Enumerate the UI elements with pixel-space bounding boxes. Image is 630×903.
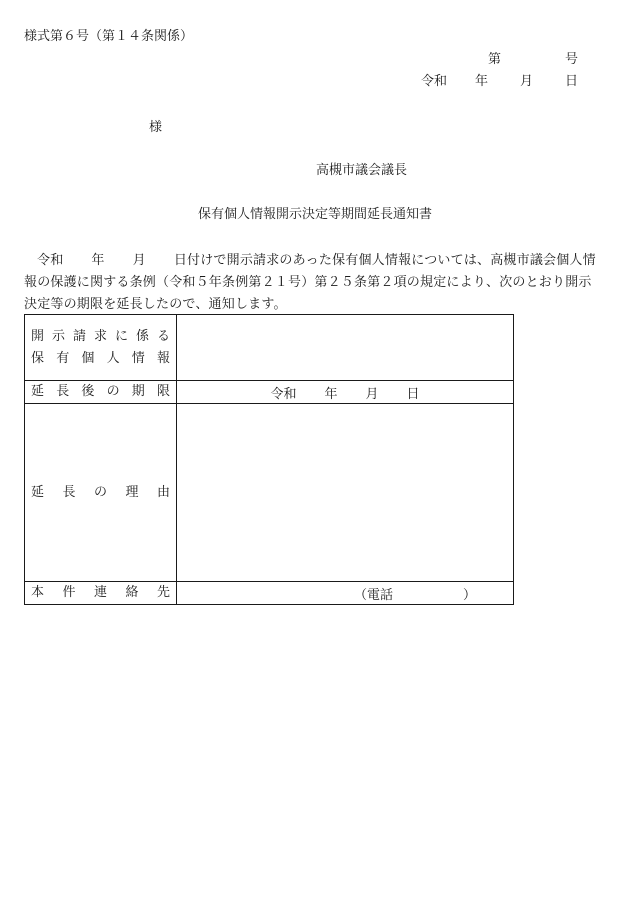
issue-date-day: 日 [564, 74, 578, 89]
issue-date [421, 75, 578, 88]
document-number-prefix: 第 [487, 52, 501, 67]
issue-date-month: 月 [519, 74, 533, 89]
table-row [25, 582, 514, 605]
issue-date-era: 令和 [420, 74, 447, 89]
body-date-year: 年 [91, 253, 105, 268]
document-number [488, 53, 578, 66]
body-text [24, 250, 604, 316]
document-title: 保有個人情報開示決定等期間延長通知書 [197, 207, 432, 222]
extension-reason-field[interactable] [177, 404, 514, 582]
extended-deadline-label: 延長後の期限 [25, 381, 177, 404]
table-row [25, 381, 514, 404]
requested-info-label: 開示請求に係る 保有個人情報 [25, 315, 177, 381]
sender-name: 高槻市議会議長 [316, 163, 408, 178]
table-row [25, 315, 514, 381]
form-number: 様式第６号（第１４条関係） [24, 29, 194, 44]
addressee-suffix: 様 [149, 120, 163, 135]
body-date-era: 令和 [37, 253, 64, 268]
contact-field[interactable]: （電話 ） [177, 582, 514, 605]
extended-deadline-field[interactable]: 令和 年 月 日 [177, 381, 514, 404]
extension-reason-label: 延長の理由 [25, 404, 177, 582]
table-row [25, 404, 514, 582]
document-number-suffix: 号 [564, 52, 578, 67]
body-main-text: 日付けで開示請求のあった保有個人情報については、高槻市議会個人情報の保護に関する条例（令和５年条例第２１号）第２５条第２項の規定により、次のとおり開示決定等の期限を延長したので、通知します。 [24, 253, 596, 312]
info-table [24, 314, 514, 605]
requested-info-field[interactable] [177, 315, 514, 381]
contact-label: 本件連絡先 [25, 582, 177, 605]
body-date-month: 月 [132, 253, 146, 268]
issue-date-year: 年 [474, 74, 488, 89]
